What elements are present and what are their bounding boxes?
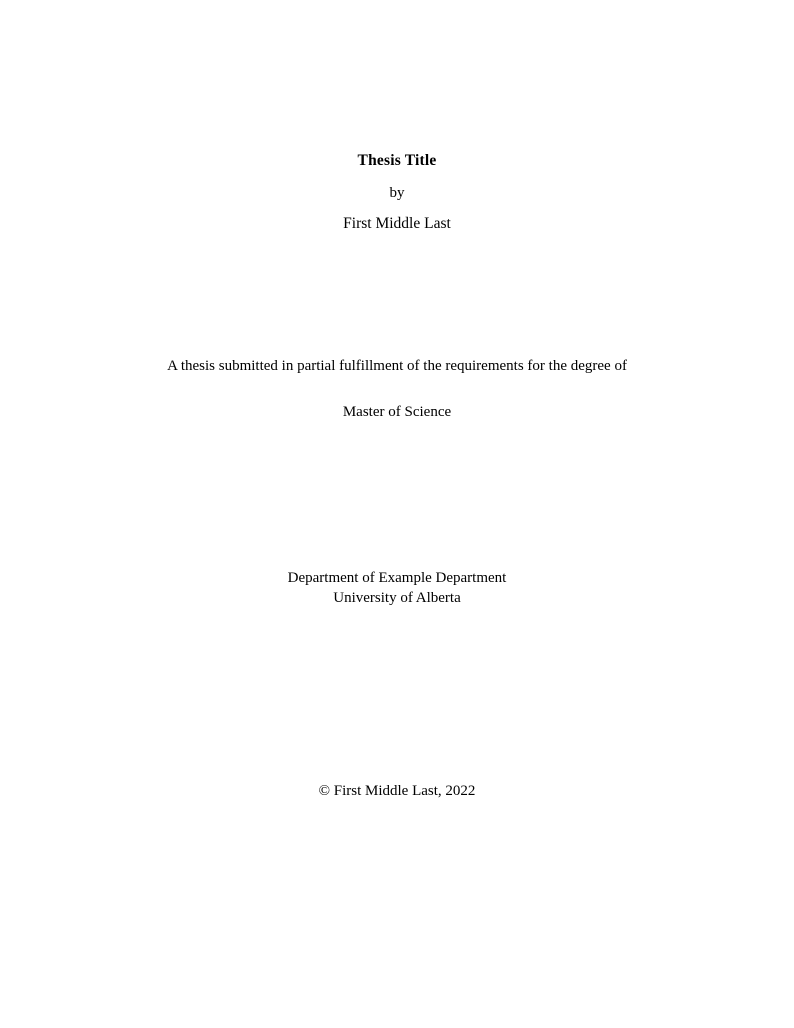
university-name: University of Alberta: [333, 590, 461, 607]
author-name: First Middle Last: [343, 214, 451, 232]
degree-name: Master of Science: [342, 403, 452, 420]
copyright-notice: © First Middle Last, 2022: [318, 783, 476, 799]
submission-statement: A thesis submitted in partial fulfillment of the requirements for the degree of: [167, 358, 627, 374]
by-label: by: [389, 184, 405, 201]
institution-block: [0, 568, 794, 609]
department-name: Department of Example Department: [287, 570, 507, 586]
degree-block: [0, 357, 794, 422]
copyright-block: [0, 782, 794, 802]
title-block: [0, 152, 794, 233]
thesis-title: Thesis Title: [357, 152, 437, 169]
